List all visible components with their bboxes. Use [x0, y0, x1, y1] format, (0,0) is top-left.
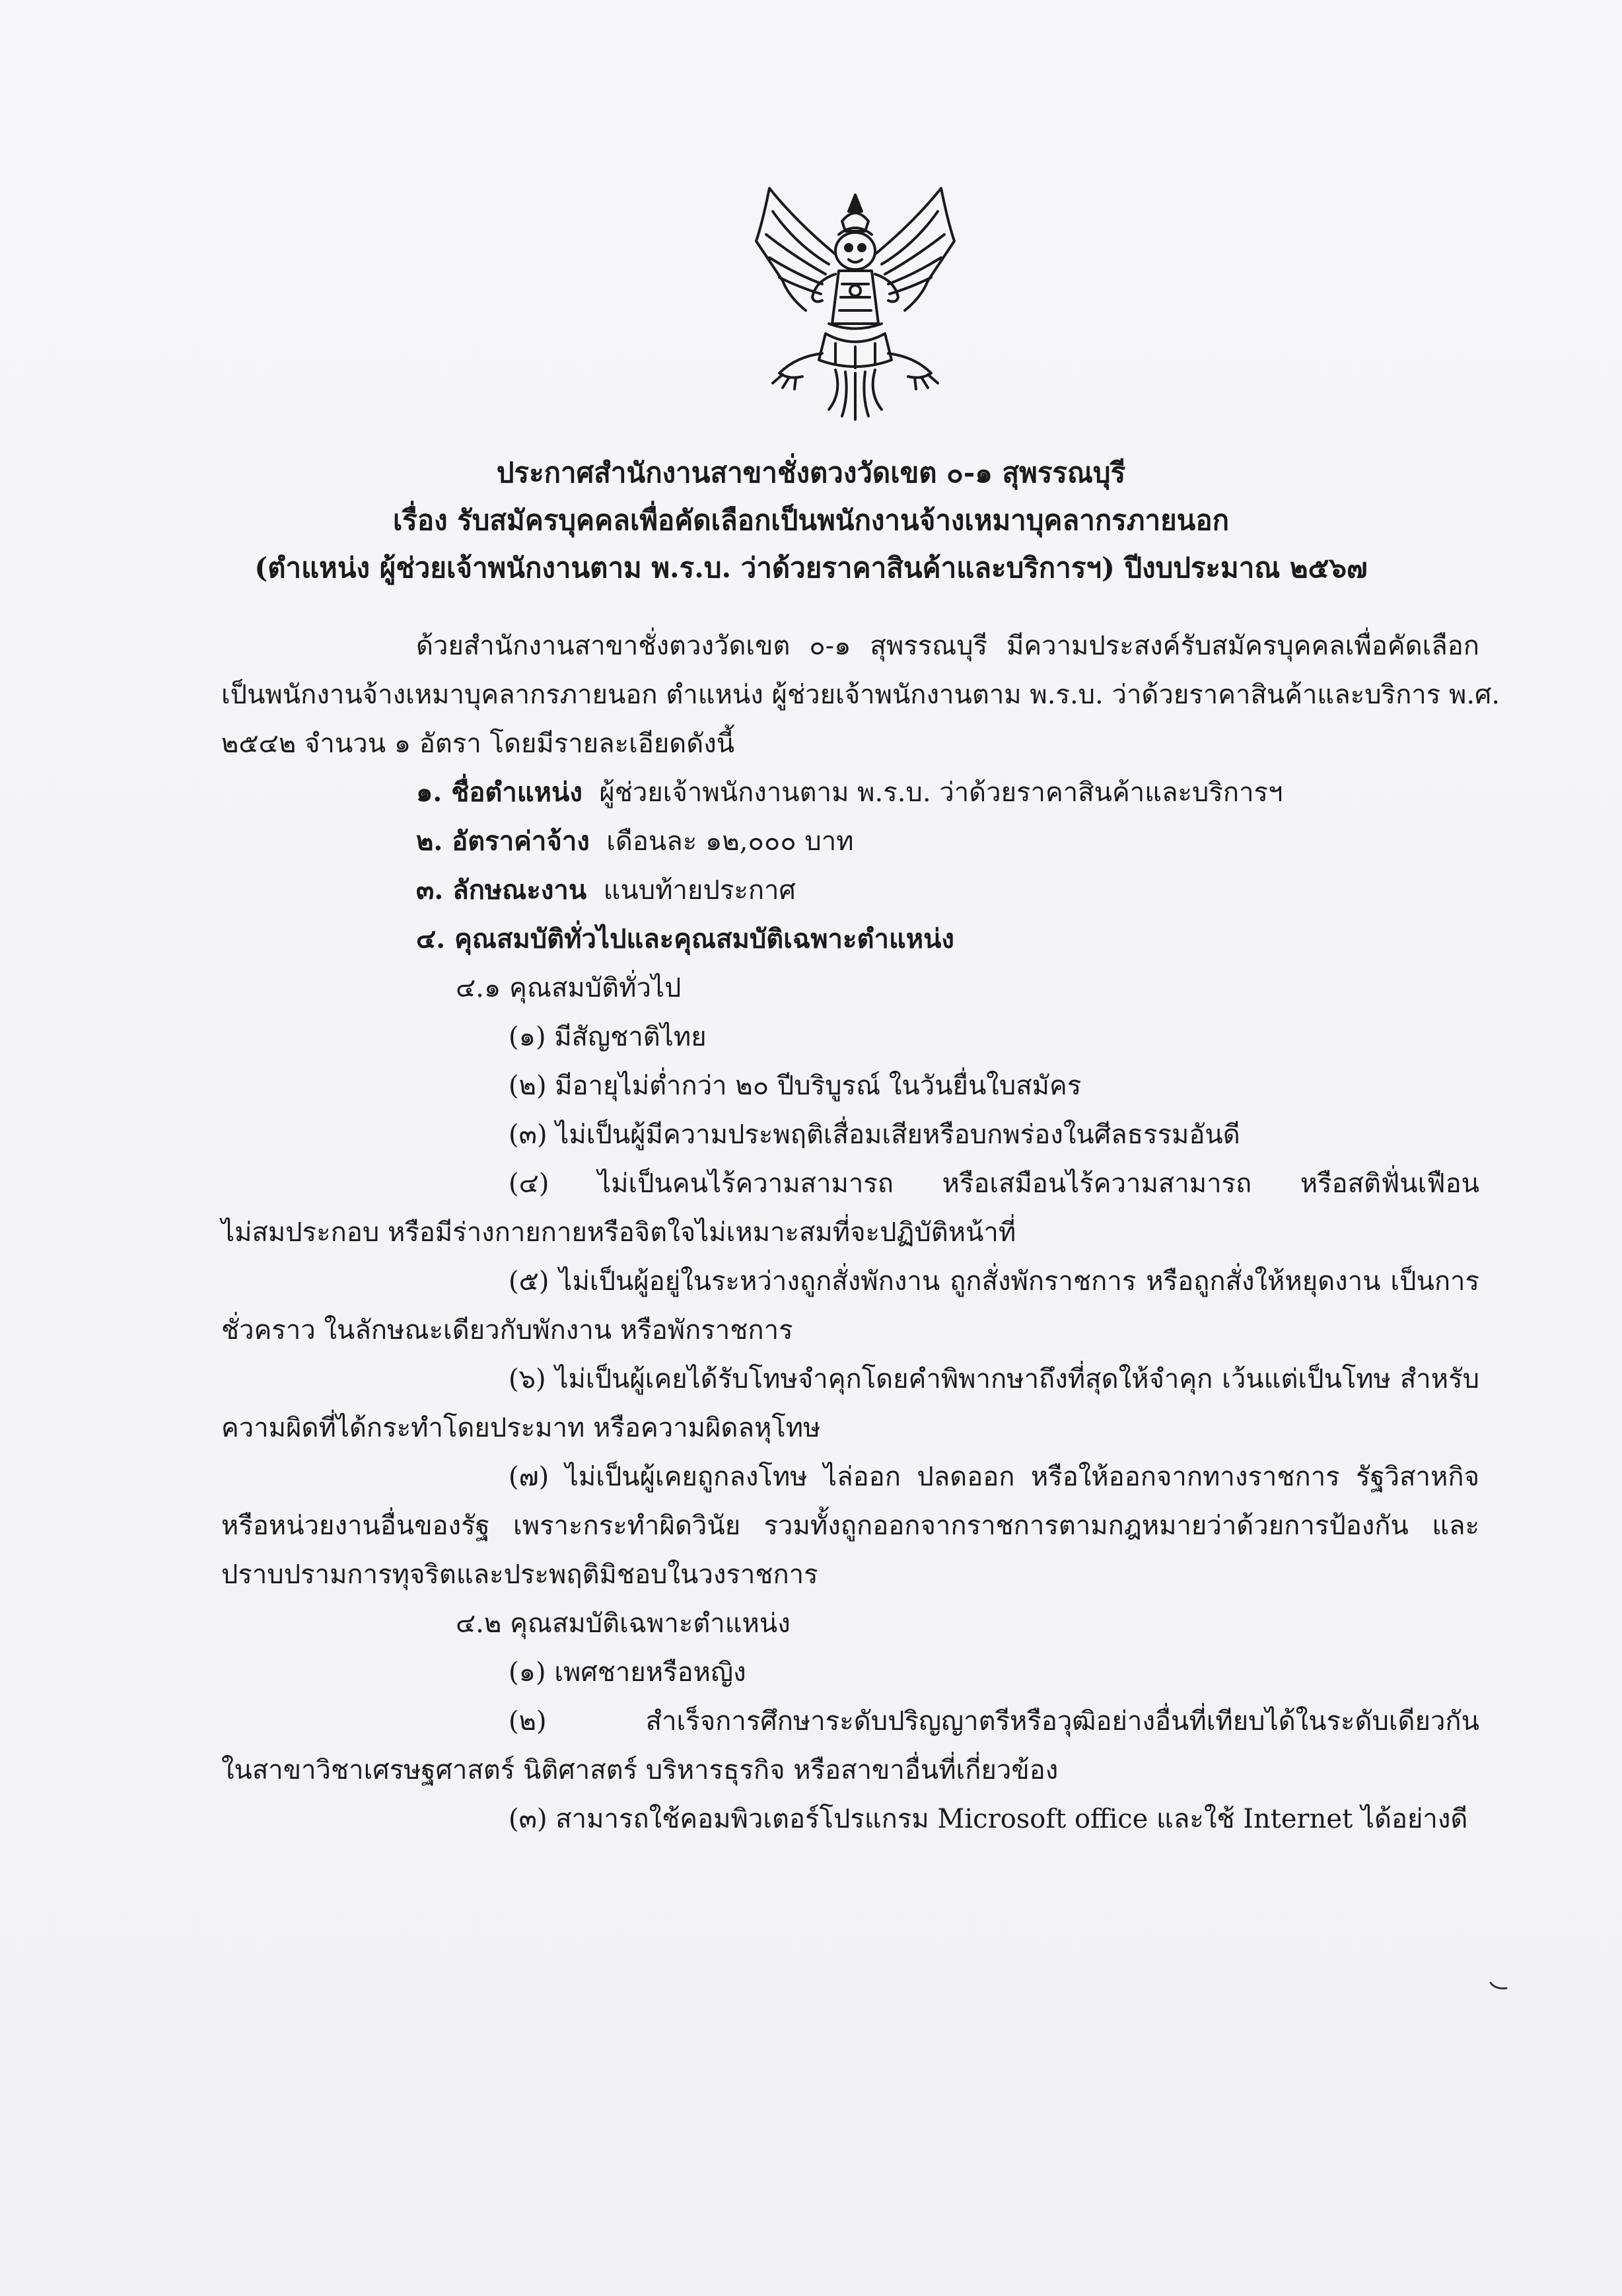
- section-3-label: ๓. ลักษณะงาน: [416, 875, 587, 906]
- intro-line-3: ๒๕๔๒ จำนวน ๑ อัตรา โดยมีรายละเอียดดังนี้: [221, 729, 735, 759]
- general-item-4-line-1: (๔) ไม่เป็นคนไร้ความสามารถ หรือเสมือนไร้ความสามารถ หรือสติฟั่นเฟือน: [509, 1168, 1479, 1199]
- general-item-7-line-3: ปราบปรามการทุจริตและประพฤติมิชอบในวงราชการ: [221, 1560, 818, 1590]
- general-item-1: (๑) มีสัญชาติไทย: [509, 1022, 707, 1052]
- intro-line-1: ด้วยสำนักงานสาขาชั่งตวงวัดเขต ๐-๑ สุพรรณบุรี มีความประสงค์รับสมัครบุคคลเพื่อคัดเลือก: [416, 631, 1479, 661]
- general-item-7-line-2: หรือหน่วยงานอื่นของรัฐ เพราะกระทำผิดวินัย รวมทั้งถูกออกจากราชการตามกฎหมายว่าด้วยการป้องกัน และ: [221, 1511, 1479, 1541]
- pen-mark-icon: [1489, 1982, 1508, 1991]
- section-1: [416, 774, 1283, 811]
- specific-qualifications-heading: ๔.๒ คุณสมบัติเฉพาะตำแหน่ง: [456, 1608, 791, 1639]
- specific-item-2-line-2: ในสาขาวิชาเศรษฐศาสตร์ นิติศาสตร์ บริหารธุรกิจ หรือสาขาอื่นที่เกี่ยวข้อง: [221, 1755, 1059, 1785]
- announcement-subject: เรื่อง รับสมัครบุคคลเพื่อคัดเลือกเป็นพนักงานจ้างเหมาบุคลากรภายนอก: [392, 504, 1230, 536]
- announcement-title: ประกาศสำนักงานสาขาชั่งตวงวัดเขต ๐-๑ สุพรรณบุรี: [496, 456, 1126, 489]
- section-1-value: ผู้ช่วยเจ้าพนักงานตาม พ.ร.บ. ว่าด้วยราคาสินค้าและบริการฯ: [599, 777, 1283, 808]
- specific-item-3: (๓) สามารถใช้คอมพิวเตอร์โปรแกรม Microsoft office และใช้ Internet ได้อย่างดี: [509, 1804, 1468, 1834]
- announcement-position-line: (ตำแหน่ง ผู้ช่วยเจ้าพนักงานตาม พ.ร.บ. ว่าด้วยราคาสินค้าและบริการฯ) ปีงบประมาณ ๒๕๖๗: [254, 552, 1368, 584]
- section-2-label: ๒. อัตราค่าจ้าง: [416, 826, 590, 857]
- section-4-heading: ๔. คุณสมบัติทั่วไปและคุณสมบัติเฉพาะตำแหน่ง: [416, 923, 954, 954]
- general-item-6-line-2: ความผิดที่ได้กระทำโดยประมาท หรือความผิดลหุโทษ: [221, 1413, 821, 1443]
- general-item-4-line-2: ไม่สมประกอบ หรือมีร่างกายกายหรือจิตใจไม่เหมาะสมที่จะปฏิบัติหน้าที่: [221, 1217, 1016, 1248]
- specific-item-2-line-1: (๒) สำเร็จการศึกษาระดับปริญญาตรีหรือวุฒิอย่างอื่นที่เทียบได้ในระดับเดียวกัน: [509, 1706, 1479, 1737]
- general-item-5-line-2: ชั่วคราว ในลักษณะเดียวกับพักงาน หรือพักราชการ: [221, 1315, 793, 1345]
- general-item-6-line-1: (๖) ไม่เป็นผู้เคยได้รับโทษจำคุกโดยคำพิพากษาถึงที่สุดให้จำคุก เว้นแต่เป็นโทษ สำหรับ: [509, 1364, 1479, 1394]
- specific-item-1: (๑) เพศชายหรือหญิง: [509, 1657, 746, 1688]
- general-item-7-line-1: (๗) ไม่เป็นผู้เคยถูกลงโทษ ไล่ออก ปลดออก หรือให้ออกจากทางราชการ รัฐวิสาหกิจ: [509, 1462, 1479, 1492]
- general-item-5-line-1: (๕) ไม่เป็นผู้อยู่ในระหว่างถูกสั่งพักงาน ถูกสั่งพักราชการ หรือถูกสั่งให้หยุดงาน เป็นการ: [509, 1266, 1479, 1297]
- garuda-emblem-icon: [743, 182, 968, 423]
- section-2: [416, 823, 854, 860]
- section-3-value: แนบท้ายประกาศ: [603, 875, 796, 906]
- section-1-label: ๑. ชื่อตำแหน่ง: [416, 777, 582, 808]
- general-item-2: (๒) มีอายุไม่ต่ำกว่า ๒๐ ปีบริบูรณ์ ในวันยื่นใบสมัคร: [509, 1071, 1082, 1101]
- section-3: [416, 872, 796, 909]
- general-qualifications-heading: ๔.๑ คุณสมบัติทั่วไป: [456, 973, 682, 1003]
- intro-line-2: เป็นพนักงานจ้างเหมาบุคลากรภายนอก ตำแหน่ง ผู้ช่วยเจ้าพนักงานตาม พ.ร.บ. ว่าด้วยราคาสินค้าและบริการ พ.ศ.: [221, 680, 1500, 710]
- general-item-3: (๓) ไม่เป็นผู้มีความประพฤติเสื่อมเสียหรือบกพร่องในศีลธรรมอันดี: [509, 1120, 1240, 1150]
- section-2-value: เดือนละ ๑๒,๐๐๐ บาท: [606, 826, 854, 857]
